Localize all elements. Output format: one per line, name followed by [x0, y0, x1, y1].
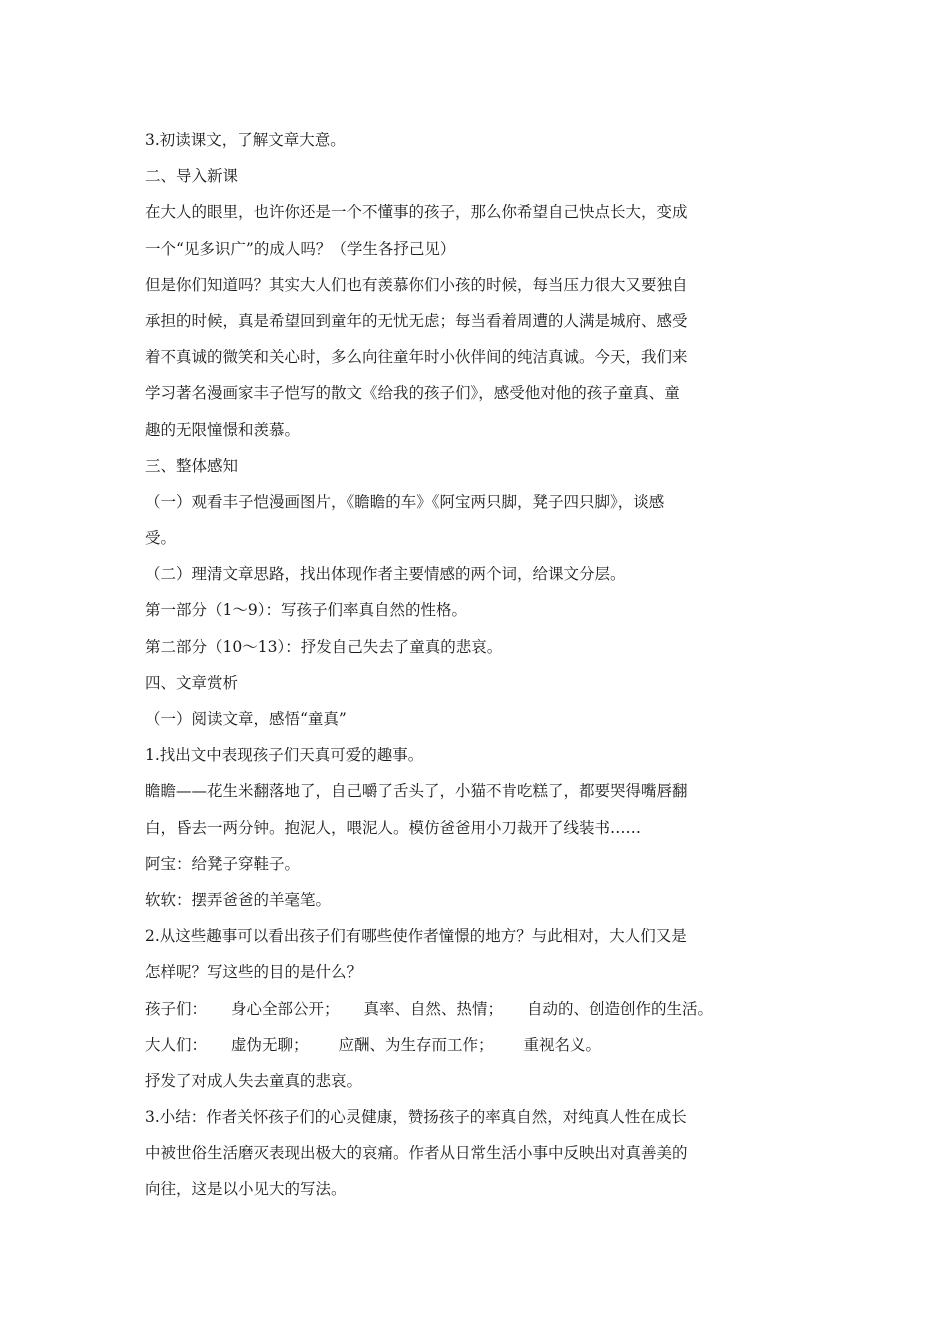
- text-line: 学习著名漫画家丰子恺写的散文《给我的孩子们》，感受他对他的孩子童真、童: [145, 384, 680, 403]
- document-body: [145, 122, 745, 1208]
- text-line: 阿宝：给凳子穿鞋子。: [145, 854, 301, 873]
- text-line: 中被世俗生活磨灭表现出极大的哀痛。作者从日常生活小事中反映出对真善美的: [145, 1144, 688, 1163]
- section-heading: 二、导入新课: [145, 167, 239, 186]
- section-heading: 三、整体感知: [145, 456, 239, 475]
- row-item: 应酬、为生存而工作；: [338, 1035, 494, 1054]
- comparison-row-children: [145, 991, 745, 1027]
- text-line: 一个“见多识广”的成人吗？（学生各抒己见）: [145, 239, 456, 258]
- row-label: 孩子们：: [145, 999, 208, 1018]
- text-line: 软软：摆弄爸爸的羊毫笔。: [145, 890, 332, 909]
- row-label: 大人们：: [145, 1035, 208, 1054]
- text-line: 着不真诚的微笑和关心时，多么向往童年时小伙伴间的纯洁真诚。今天，我们来: [145, 348, 688, 367]
- text-line: 2.从这些趣事可以看出孩子们有哪些使作者憧憬的地方？与此相对，大人们又是: [145, 927, 687, 946]
- text-line: 3.初读课文，了解文章大意。: [145, 131, 346, 149]
- text-line: （二）理清文章思路，找出体现作者主要情感的两个词，给课文分层。: [145, 565, 626, 584]
- row-item: 重视名义。: [523, 1035, 602, 1054]
- row-item: 虚伪无聊；: [231, 1035, 309, 1054]
- text-line: 第一部分（1～9）：写孩子们率真自然的性格。: [145, 601, 467, 620]
- text-line: （一）观看丰子恺漫画图片，《瞻瞻的车》《阿宝两只脚，凳子四只脚》，谈感: [145, 492, 665, 511]
- text-line: 但是你们知道吗？其实大人们也有羡慕你们小孩的时候，每当压力很大又要独自: [145, 275, 688, 294]
- section-heading: 四、文章赏析: [145, 673, 239, 692]
- text-line: 承担的时候，真是希望回到童年的无忧无虑；每当看着周遭的人满是城府、感受: [145, 311, 688, 330]
- row-item: 身心全部公开；: [231, 999, 340, 1018]
- text-line: 瞻瞻——花生米翻落地了，自己嚼了舌头了，小猫不肯吃糕了，都要哭得嘴唇翻: [145, 782, 688, 801]
- text-line: 在大人的眼里，也许你还是一个不懂事的孩子，那么你希望自己快点长大，变成: [145, 203, 688, 222]
- text-line: 受。: [145, 529, 177, 548]
- text-line: （一）阅读文章，感悟“童真”: [145, 710, 347, 728]
- text-line: 3.小结：作者关怀孩子们的心灵健康，赞扬孩子的率真自然，对纯真人性在成长: [145, 1108, 687, 1127]
- text-line: 1.找出文中表现孩子们天真可爱的趣事。: [145, 746, 424, 765]
- text-line: 第二部分（10～13）：抒发自己失去了童真的悲哀。: [145, 637, 503, 656]
- text-line: 抒发了对成人失去童真的悲哀。: [145, 1071, 363, 1090]
- row-item: 自动的、创造创作的生活。: [527, 999, 714, 1018]
- comparison-row-adults: [145, 1027, 745, 1063]
- text-line: 向往，这是以小见大的写法。: [145, 1180, 347, 1199]
- text-line: 白，昏去一两分钟。抱泥人，喂泥人。模仿爸爸用小刀裁开了线装书……: [145, 818, 642, 837]
- text-line: 怎样呢？写这些的目的是什么？: [145, 963, 363, 982]
- text-line: 趣的无限憧憬和羡慕。: [145, 420, 301, 439]
- row-item: 真率、自然、热情；: [363, 999, 504, 1018]
